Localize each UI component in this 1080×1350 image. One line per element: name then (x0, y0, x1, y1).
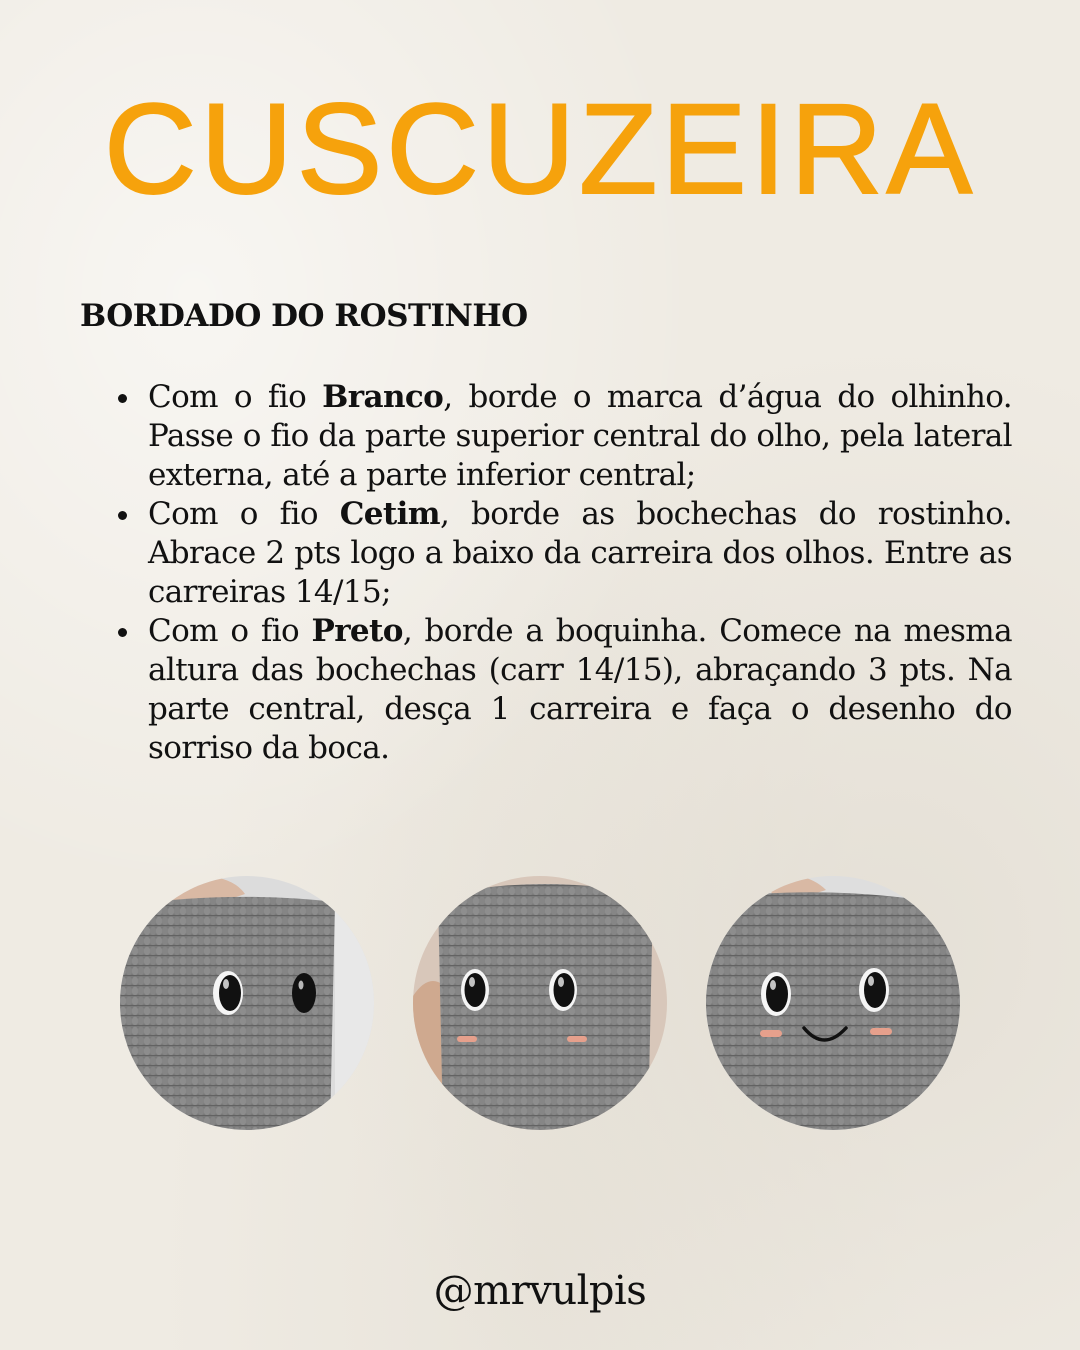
step-text: Com o fio (148, 379, 323, 415)
step-text: Com o fio (148, 496, 340, 532)
yarn-color: Branco (322, 379, 444, 415)
section-heading: BORDADO DO ROSTINHO (80, 298, 528, 334)
step-text: , borde as bochechas do rostinho. Abrace 2 pts logo a baixo da carreira dos olhos. Entre as carreiras 14/15; (148, 496, 1012, 610)
step-text: , borde a boquinha. Comece na mesma altura das bochechas (carr 14/15), abraçando 3 pts. Na parte central, desça 1 carreira e faça o desenho do sorriso da boca. (148, 613, 1012, 766)
eye-icon (549, 969, 577, 1011)
photo-cheeks-stage (413, 876, 667, 1130)
step-text: Com o fio (148, 613, 312, 649)
eye-icon (461, 969, 489, 1011)
bullet-icon (118, 394, 127, 403)
instruction-list (148, 378, 1012, 768)
eye-icon (213, 971, 243, 1015)
bullet-icon (118, 511, 127, 520)
eye-icon (761, 972, 791, 1016)
step-text: , borde o marca d’água do olhinho. Passe o fio da parte superior central do olho, pela lateral externa, até a parte inferior central; (148, 379, 1013, 493)
yarn-color: Cetim (339, 496, 440, 532)
eye-icon (292, 973, 316, 1013)
photo-row (0, 876, 1080, 1132)
cheek-icon (567, 1036, 587, 1042)
list-item (148, 612, 1012, 768)
yarn-color: Preto (311, 613, 403, 649)
bullet-icon (118, 628, 127, 637)
cheek-icon (457, 1036, 477, 1042)
eye-icon (859, 968, 889, 1012)
list-item (148, 378, 1012, 495)
photo-eyes-stage (120, 876, 374, 1130)
cheek-icon (760, 1030, 782, 1037)
list-item (148, 495, 1012, 612)
page-title: CUSCUZEIRA (103, 78, 977, 221)
author-handle: @mrvulpis (433, 1268, 647, 1314)
cheek-icon (870, 1028, 892, 1035)
photo-smile-stage (706, 876, 960, 1130)
